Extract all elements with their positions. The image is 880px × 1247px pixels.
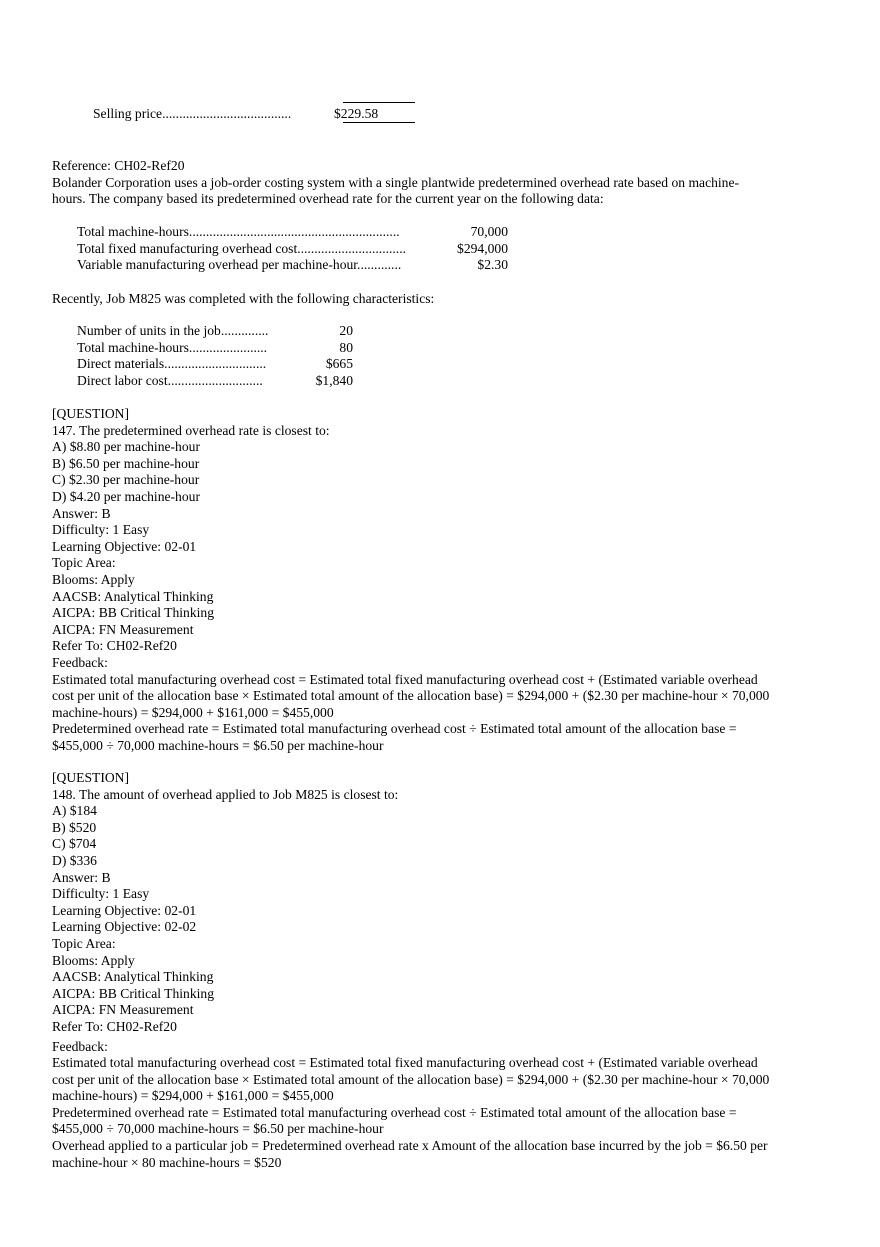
aacsb: AACSB: Analytical Thinking xyxy=(52,969,214,985)
job-data-label: Total machine-hours....................... xyxy=(77,339,268,355)
reference-block xyxy=(52,158,772,208)
reference-description: Bolander Corporation uses a job-order costing system with a single plantwide predetermined overhead rate based on machine-hours. The company based its predetermined overhead rate for the current year on the following data: xyxy=(52,174,740,207)
feedback-paragraph: Estimated total manufacturing overhead cost = Estimated total fixed manufacturing overhead cost + (Estimated variable overhead cost per unit of the allocation base × Estimated total amount of the allocation base) = $294,000 + ($2.30 per machine-hour × 70,000 machine-hours) = $294,000 + $161,000 = $455,000 xyxy=(52,1055,770,1104)
answer-option: B) $520 xyxy=(52,819,97,835)
question-147 xyxy=(52,406,772,754)
aacsb: AACSB: Analytical Thinking xyxy=(52,588,214,604)
feedback-label: Feedback: xyxy=(52,1038,108,1054)
question-marker: [QUESTION] xyxy=(52,406,130,421)
job-data-label: Direct materials.............................. xyxy=(77,356,267,372)
rate-data-label: Variable manufacturing overhead per machine-hour............. xyxy=(77,257,402,273)
aicpa-bb: AICPA: BB Critical Thinking xyxy=(52,985,215,1001)
answer-option: C) $2.30 per machine-hour xyxy=(52,472,200,488)
feedback-label: Feedback: xyxy=(52,654,108,670)
answer-option: C) $704 xyxy=(52,836,97,852)
job-data-value: $665 xyxy=(325,356,353,372)
feedback-paragraph: Predetermined overhead rate = Estimated total manufacturing overhead cost ÷ Estimated total amount of the allocation base = $455,000 ÷ 70,000 machine-hours = $6.50 per machine-hour xyxy=(52,1104,737,1137)
selling-price-top-rule xyxy=(343,102,415,103)
feedback-paragraph: Estimated total manufacturing overhead cost = Estimated total fixed manufacturing overhead cost + (Estimated variable overhead cost per unit of the allocation base × Estimated total amount of the allocation base) = $294,000 + ($2.30 per machine-hour × 70,000 machine-hours) = $294,000 + $161,000 = $455,000 xyxy=(52,671,770,720)
recent-job-intro: Recently, Job M825 was completed with the following characteristics: xyxy=(52,291,435,306)
aicpa-fn: AICPA: FN Measurement xyxy=(52,1002,194,1018)
question-stem: 148. The amount of overhead applied to Job M825 is closest to: xyxy=(52,786,399,802)
rate-data-value: $294,000 xyxy=(457,240,508,256)
blooms: Blooms: Apply xyxy=(52,571,135,587)
difficulty: Difficulty: 1 Easy xyxy=(52,886,150,902)
question-148 xyxy=(52,770,772,1171)
answer-option: A) $8.80 per machine-hour xyxy=(52,439,200,455)
refer-to: Refer To: CH02-Ref20 xyxy=(52,638,177,654)
topic-area: Topic Area: xyxy=(52,935,116,951)
difficulty: Difficulty: 1 Easy xyxy=(52,522,150,538)
learning-objective: Learning Objective: 02-01 xyxy=(52,538,197,554)
question-stem: 147. The predetermined overhead rate is closest to: xyxy=(52,422,330,438)
rate-data-label: Total machine-hours.............................................................. xyxy=(77,224,400,239)
blooms: Blooms: Apply xyxy=(52,952,135,968)
job-data-label: Number of units in the job.............. xyxy=(77,323,269,338)
reference-label: Reference: CH02-Ref20 xyxy=(52,158,185,173)
topic-area: Topic Area: xyxy=(52,555,116,571)
answer-option: B) $6.50 per machine-hour xyxy=(52,455,200,471)
learning-objective: Learning Objective: 02-02 xyxy=(52,919,197,935)
feedback-paragraph: Predetermined overhead rate = Estimated total manufacturing overhead cost ÷ Estimated total amount of the allocation base = $455,000 ÷ 70,000 machine-hours = $6.50 per machine-hour xyxy=(52,721,737,753)
job-data-value: $1,840 xyxy=(315,372,353,388)
job-data-label: Direct labor cost............................ xyxy=(77,372,263,388)
rate-data-label: Total fixed manufacturing overhead cost................................ xyxy=(77,240,406,256)
aicpa-fn: AICPA: FN Measurement xyxy=(52,621,194,637)
answer-option: D) $336 xyxy=(52,852,97,868)
rate-data-value: $2.30 xyxy=(477,257,508,273)
answer-option: D) $4.20 per machine-hour xyxy=(52,488,200,504)
selling-price-value: $229.58 xyxy=(334,106,379,121)
selling-price-label: Selling price...................................... xyxy=(93,106,292,121)
selling-price-bottom-rule xyxy=(343,122,415,123)
job-data-value: 20 xyxy=(339,323,353,338)
feedback-paragraph: Overhead applied to a particular job = Predetermined overhead rate x Amount of the allocation base incurred by the job = $6.50 per machine-hour × 80 machine-hours = $520 xyxy=(52,1138,768,1170)
answer-key: Answer: B xyxy=(52,505,111,521)
refer-to: Refer To: CH02-Ref20 xyxy=(52,1018,177,1034)
answer-option: A) $184 xyxy=(52,803,97,819)
learning-objective: Learning Objective: 02-01 xyxy=(52,902,197,918)
job-data-value: 80 xyxy=(339,339,353,355)
aicpa-bb: AICPA: BB Critical Thinking xyxy=(52,605,215,621)
question-marker: [QUESTION] xyxy=(52,770,130,785)
answer-key: Answer: B xyxy=(52,869,111,885)
rate-data-value: 70,000 xyxy=(470,224,508,239)
